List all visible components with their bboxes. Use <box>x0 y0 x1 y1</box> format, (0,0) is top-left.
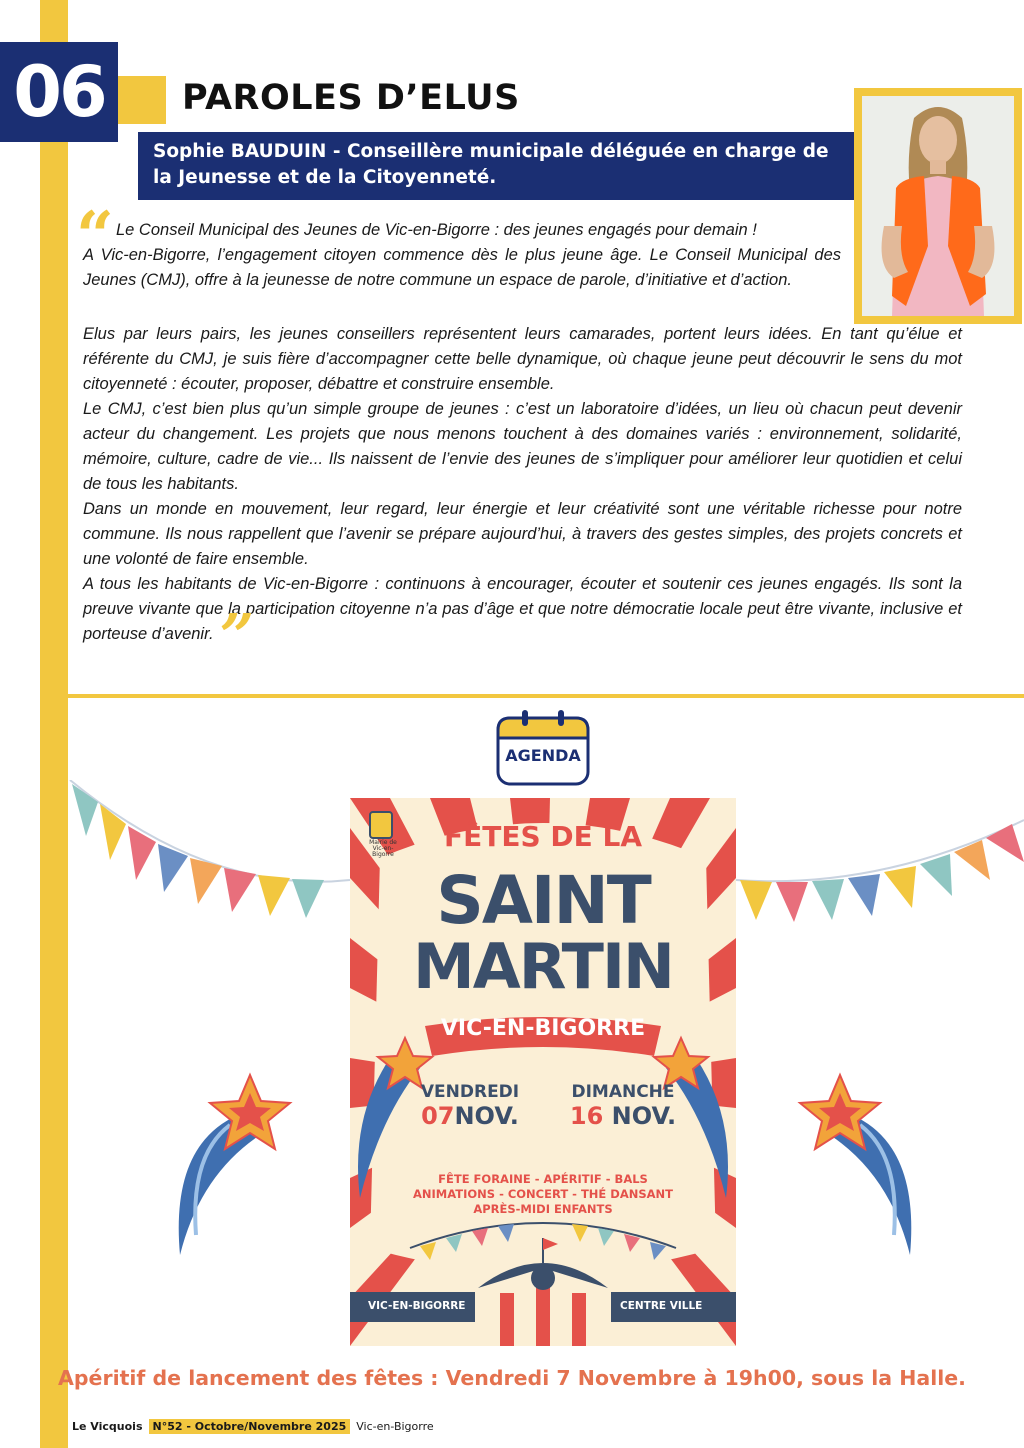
page-number: 06 <box>0 42 118 142</box>
poster-name-line-1: SAINT <box>436 862 650 939</box>
poster-day-1 <box>400 1102 540 1130</box>
poster-activity-line: FÊTE FORAINE - APÉRITIF - BALS <box>438 1172 648 1186</box>
poster-month-2: NOV. <box>611 1102 677 1130</box>
subtitle-line-1: Sophie BAUDUIN - Conseillère municipale déléguée en charge de <box>153 141 829 162</box>
article-intro-paragraph: A Vic-en-Bigorre, l’engagement citoyen commence dès le plus jeune âge. Le Conseil Municipal des Jeunes (CMJ), offre à la jeunesse de notre commune un espace de parole, d’initiative et d’action. <box>83 246 841 289</box>
poster-footer-right: CENTRE VILLE <box>620 1300 703 1312</box>
poster-town-banner: VIC-EN-BIGORRE <box>440 1016 646 1041</box>
article-paragraph: Le CMJ, c’est bien plus qu’un simple groupe de jeunes : c’est un laboratoire d’idées, un lieu où chacun peut devenir acteur du changement. Les projets que nous menons touchent à des domaines variés : environnement, solidarité, mémoire, culture, cadre de vie... Ils naissent de l’envie des jeunes de s’impliquer pour améliorer leur quotidien et celui de tous les habitants. <box>83 400 962 493</box>
page-footer <box>72 1420 434 1433</box>
author-photo-frame <box>854 88 1022 324</box>
page-title: PAROLES D’ELUS <box>182 78 520 118</box>
article-paragraph-last <box>83 572 962 672</box>
poster-name-line-2: MARTIN <box>413 930 673 1003</box>
poster-weekday-1: VENDREDI <box>420 1082 520 1102</box>
magazine-name: Le Vicquois <box>72 1420 143 1433</box>
article-lead: Le Conseil Municipal des Jeunes de Vic-en-Bigorre : des jeunes engagés pour demain ! <box>116 221 757 239</box>
poster-day-number-2: 16 <box>569 1102 604 1130</box>
article-paragraph: Elus par leurs pairs, les jeunes conseillers représentent leurs camarades, portent leurs idées. En tant qu’élue et référente du CMJ, je suis fière d’accompagner cette belle dynamique, où chaque jeune peut découvrir le sens du mot citoyenneté : écouter, proposer, débattre et construire ensemble. <box>83 325 962 393</box>
author-photo <box>862 96 1014 316</box>
agenda-label: AGENDA <box>505 746 581 765</box>
poster-date-1 <box>400 1082 540 1130</box>
side-accent-bar <box>40 0 68 1448</box>
shooting-star-right-icon <box>780 1065 930 1255</box>
article-paragraph: Dans un monde en mouvement, leur regard, leur énergie et leur créativité sont une véritable richesse pour notre commune. Ils nous rappellent que l’avenir se prépare aujourd’hui, à travers des gestes simples, des projets concrets et une volonté de faire ensemble. <box>83 500 962 568</box>
issue-badge: N°52 - Octobre/Novembre 2025 <box>149 1419 351 1434</box>
title-accent-block <box>118 76 166 124</box>
author-subtitle <box>138 132 854 200</box>
poster-weekday-2: DIMANCHE <box>571 1082 675 1102</box>
poster-activity-line: APRÈS-MIDI ENFANTS <box>473 1202 613 1216</box>
poster-date-2 <box>548 1082 698 1130</box>
poster-day-2 <box>548 1102 698 1130</box>
poster-activity-line: ANIMATIONS - CONCERT - THÉ DANSANT <box>413 1187 673 1201</box>
shooting-star-left-icon <box>160 1065 310 1255</box>
article-paragraph-text: A tous les habitants de Vic-en-Bigorre : continuons à encourager, écouter et soutenir ces jeunes engagés. Ils sont la preuve vivante que la participation citoyenne n’a pas d’âge et que notre démocratie locale peut être vivante, inclusive et porteuse d’avenir. <box>83 575 962 643</box>
article-body <box>83 322 962 672</box>
section-divider <box>68 694 1024 698</box>
poster-footer-left: VIC-EN-BIGORRE <box>368 1300 466 1312</box>
subtitle-line-2: la Jeunesse et de la Citoyenneté. <box>153 167 497 188</box>
poster-logo-caption: Mairie de Vic-en-Bigorre <box>369 839 397 858</box>
closing-quote-icon: ” <box>219 602 255 672</box>
poster-heading: FÊTES DE LA <box>443 820 643 853</box>
poster-month-1: NOV. <box>454 1102 519 1130</box>
poster-day-number-1: 07 <box>421 1102 455 1130</box>
footer-town: Vic-en-Bigorre <box>356 1420 434 1433</box>
event-announcement: Apéritif de lancement des fêtes : Vendredi 7 Novembre à 19h00, sous la Halle. <box>58 1366 966 1390</box>
article-intro <box>83 218 841 293</box>
opening-quote-icon: “ <box>76 197 114 275</box>
poster-activities <box>350 1172 736 1217</box>
